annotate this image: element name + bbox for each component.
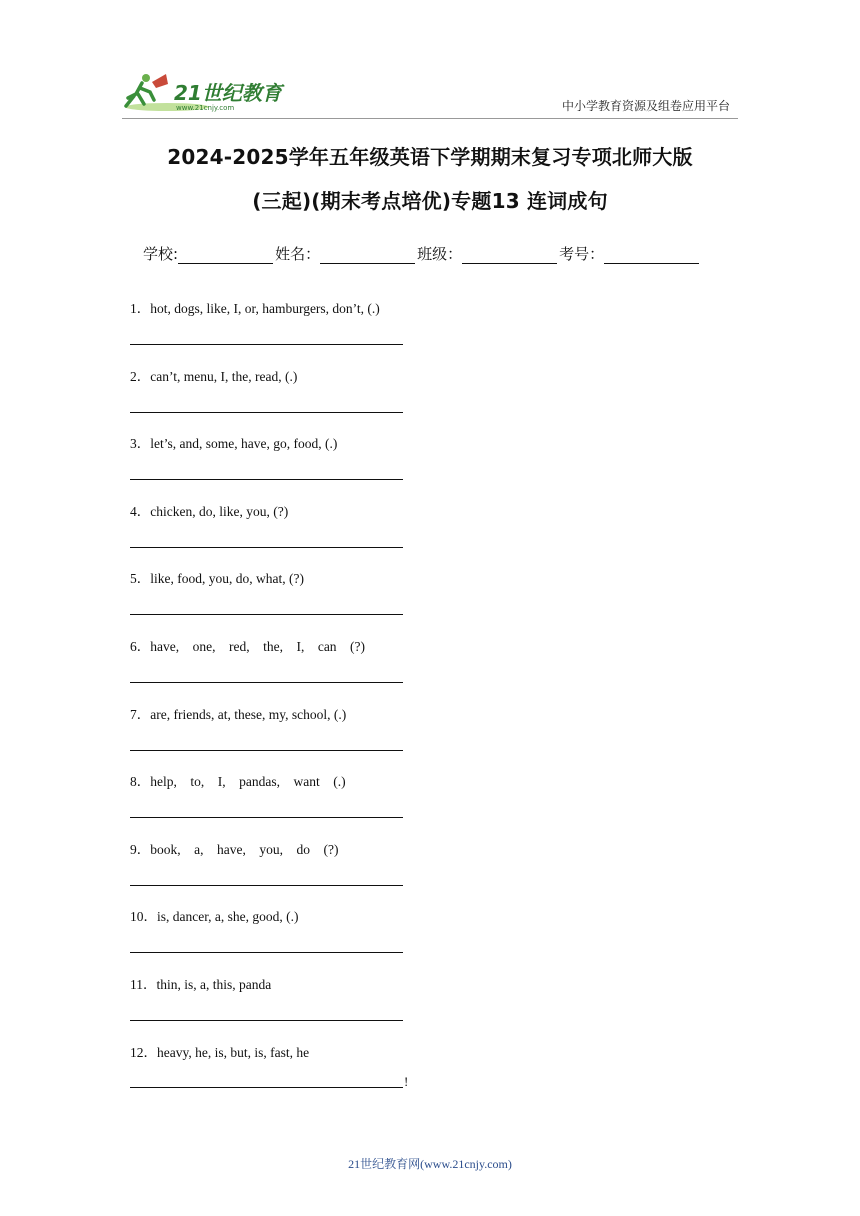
question-11: 11．thin, is, a, this, panda <box>130 977 272 992</box>
answer-line-2[interactable] <box>130 412 403 413</box>
answer-line-1[interactable] <box>130 344 403 345</box>
question-4: 4．chicken, do, like, you, (?) <box>130 504 289 519</box>
exam-number-label: 考号： <box>559 245 605 263</box>
question-10: 10．is, dancer, a, she, good, (.) <box>130 909 299 924</box>
answer-line-3[interactable] <box>130 479 403 480</box>
site-logo <box>122 70 292 114</box>
exam-number-field[interactable] <box>604 245 699 264</box>
logo-sub: www.21cnjy.com <box>176 104 235 112</box>
question-1: 1．hot, dogs, like, I, or, hamburgers, don’t, (.) <box>130 301 380 316</box>
answer-line-4[interactable] <box>130 547 403 548</box>
document-title-line1: 2024-2025学年五年级英语下学期期末复习专项北师大版 <box>167 145 693 169</box>
question-8: 8．help, to, I, pandas, want (.) <box>130 774 346 789</box>
answer-line-7[interactable] <box>130 750 403 751</box>
answer-line-10[interactable] <box>130 952 403 953</box>
question-6: 6．have, one, red, the, I, can (?) <box>130 639 366 654</box>
logo-text: 21世纪教育 <box>174 81 282 105</box>
student-info-row <box>143 243 701 264</box>
page-footer: 21世纪教育网(www.21cnjy.com) <box>348 1157 512 1171</box>
document-title-line2: (三起)(期末考点培优)专题13 连词成句 <box>252 189 608 213</box>
platform-name: 中小学教育资源及组卷应用平台 <box>561 99 730 113</box>
answer-line-9[interactable] <box>130 885 403 886</box>
name-label: 姓名： <box>275 245 321 263</box>
answer-line-8[interactable] <box>130 817 403 818</box>
question-12: 12．heavy, he, is, but, is, fast, he <box>130 1045 310 1060</box>
question-9: 9．book, a, have, you, do (?) <box>130 842 339 857</box>
header-divider <box>122 118 738 119</box>
class-label: 班级： <box>417 245 463 263</box>
answer-line-5[interactable] <box>130 614 403 615</box>
class-field[interactable] <box>462 245 557 264</box>
name-field[interactable] <box>320 245 415 264</box>
answer-line-12[interactable] <box>130 1087 403 1088</box>
school-label: 学校: <box>143 245 179 263</box>
answer-line-6[interactable] <box>130 682 403 683</box>
question-3: 3．let’s, and, some, have, go, food, (.) <box>130 436 338 451</box>
question-2: 2．can’t, menu, I, the, read, (.) <box>130 369 298 384</box>
school-field[interactable] <box>178 245 273 264</box>
question-7: 7．are, friends, at, these, my, school, (.) <box>130 707 347 722</box>
answer-end-mark: ! <box>404 1074 409 1089</box>
answer-line-11[interactable] <box>130 1020 403 1021</box>
question-5: 5．like, food, you, do, what, (?) <box>130 571 304 586</box>
